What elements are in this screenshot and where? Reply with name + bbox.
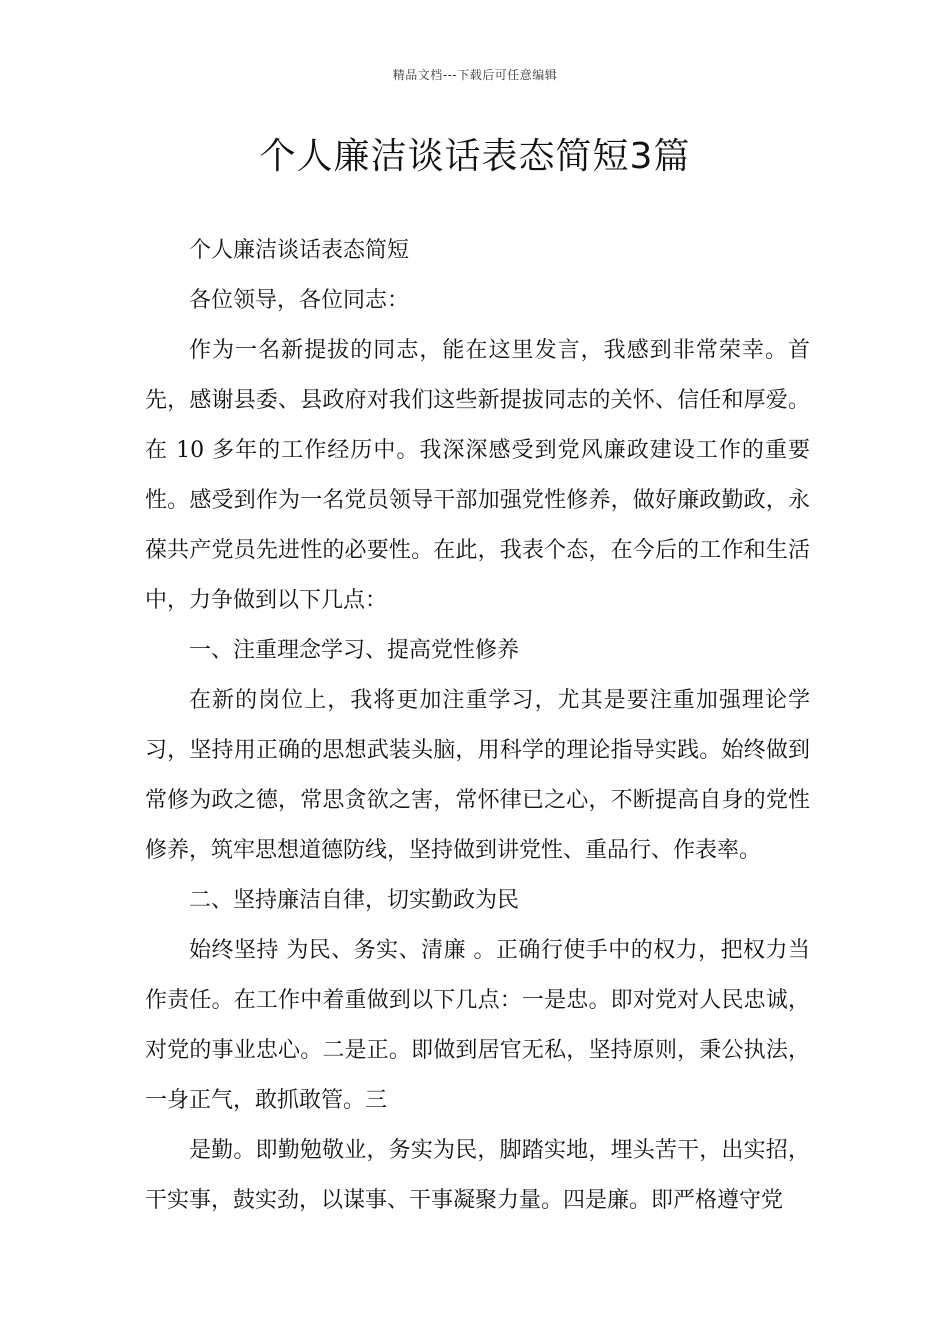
paragraph-subtitle: 个人廉洁谈话表态简短	[189, 238, 410, 263]
paragraph-intro: 作为一名新提拔的同志，能在这里发言，我感到非常荣幸。首先，感谢县委、县政府对我们这些新提拔同志的关怀、信任和厚爱。在 10 多年的工作经历中。我深深感受到党风廉政建设工作的重要性。感受到作为一名党员领导干部加强党性修养，做好廉政勤政，永葆共产党员先进性的必要性。在此，我表个态，在今后的工作和生活中，力争做到以下几点：	[145, 338, 810, 613]
paragraph-section-2a: 始终坚持 为民、务实、清廉 。正确行使手中的权力，把权力当作责任。在工作中着重做到以下几点：一是忠。即对党对人民忠诚，对党的事业忠心。二是正。即做到居官无私，坚持原则，秉公执法，一身正气，敢抓敢管。三	[145, 938, 810, 1113]
document-body	[145, 226, 810, 1226]
header-note: 精品文档---下载后可任意编辑	[392, 68, 558, 82]
paragraph-section-1: 在新的岗位上，我将更加注重学习，尤其是要注重加强理论学习，坚持用正确的思想武装头脑，用科学的理论指导实践。始终做到常修为政之德，常思贪欲之害，常怀律已之心，不断提高自身的党性修养，筑牢思想道德防线，坚持做到讲党性、重品行、作表率。	[145, 688, 810, 863]
paragraph-section-2b: 是勤。即勤勉敬业，务实为民，脚踏实地，埋头苦干，出实招，干实事，鼓实劲，以谋事、干事凝聚力量。四是廉。即严格遵守党	[145, 1138, 810, 1213]
paragraph-greeting: 各位领导，各位同志：	[189, 288, 410, 313]
section-heading-2: 二、坚持廉洁自律，切实勤政为民	[189, 888, 520, 913]
section-heading-1: 一、注重理念学习、提高党性修养	[189, 638, 520, 663]
document-title: 个人廉洁谈话表态简短3篇	[259, 136, 691, 177]
